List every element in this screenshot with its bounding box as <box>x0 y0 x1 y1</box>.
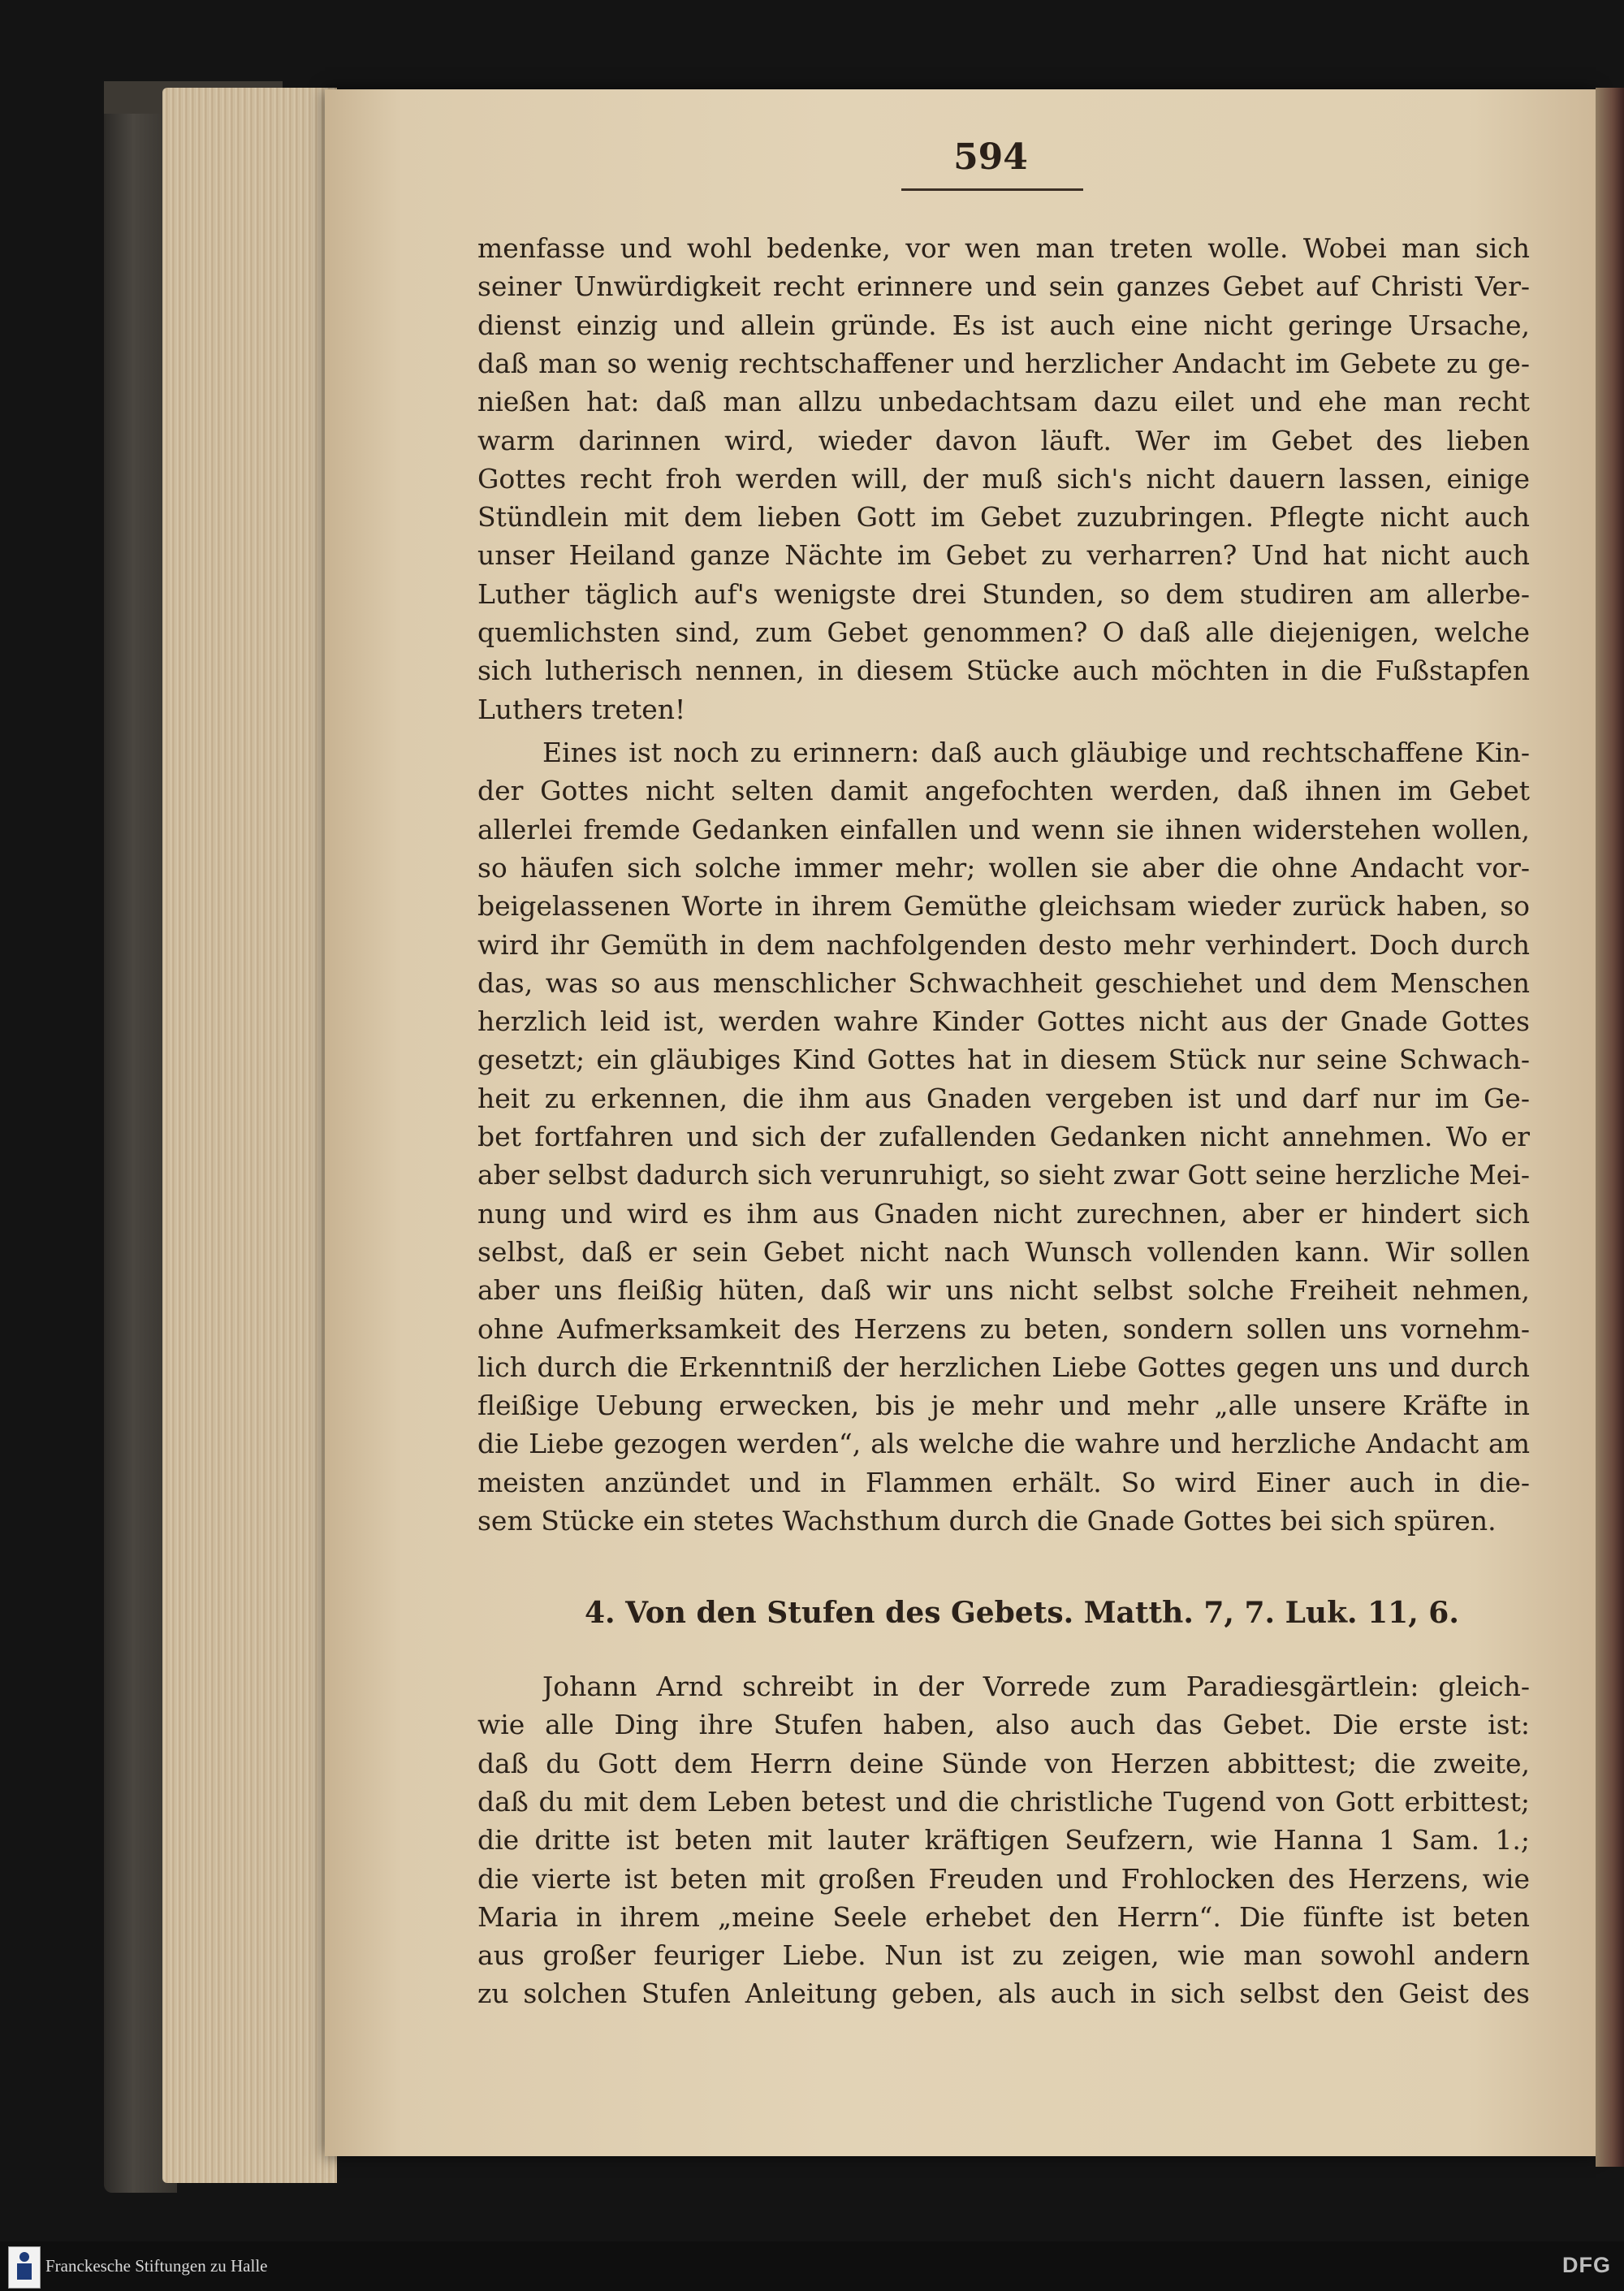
text-line: beigelassenen Worte in ihrem Gemüthe gleichsam wieder zurück haben, so <box>477 890 1530 922</box>
text-line: wie alle Ding ihre Stufen haben, also auch das Gebet. Die erste ist: <box>477 1709 1530 1740</box>
text-line: die dritte ist beten mit lauter kräftigen Seufzern, wie Hanna 1 Sam. 1.; <box>477 1824 1530 1856</box>
text-line: daß man so wenig rechtschaffener und herzlicher Andacht im Gebete zu ge- <box>477 348 1530 379</box>
text-line: Johann Arnd schreibt in der Vorrede zum Paradiesgärtlein: gleich- <box>542 1671 1530 1702</box>
text-line: das, was so aus menschlicher Schwachheit geschiehet und dem Menschen <box>477 967 1530 999</box>
text-line: nießen hat: daß man allzu unbedachtsam dazu eilet und ehe man recht <box>477 386 1530 417</box>
text-line: menfasse und wohl bedenke, vor wen man treten wolle. Wobei man sich <box>477 232 1530 264</box>
text-line: Stündlein mit dem lieben Gott im Gebet zuzubringen. Pflegte nicht auch <box>477 501 1530 533</box>
text-line: heit zu erkennen, die ihm aus Gnaden vergeben ist und darf nur im Ge- <box>477 1083 1530 1114</box>
text-line: ohne Aufmerksamkeit des Herzens zu beten, sondern sollen uns vornehm- <box>477 1313 1530 1345</box>
footer-institution: Franckesche Stiftungen zu Halle <box>45 2256 268 2276</box>
text-line: Eines ist noch zu erinnern: daß auch gläubige und rechtschaffene Kin- <box>542 737 1530 768</box>
section-heading: 4. Von den Stufen des Gebets. Matth. 7, 7. Luk. 11, 6. <box>585 1596 1459 1630</box>
text-line: meisten anzündet und in Flammen erhält. So wird Einer auch in die- <box>477 1467 1530 1498</box>
page-stack-edge <box>162 88 337 2183</box>
text-line: sich lutherisch nennen, in diesem Stücke auch möchten in die Fußstapfen <box>477 655 1530 686</box>
book-right-edge <box>1596 88 1624 2167</box>
text-line: wird ihr Gemüth in dem nachfolgenden desto mehr verhindert. Doch durch <box>477 929 1530 961</box>
text-line: Gottes recht froh werden will, der muß sich's nicht dauern lassen, einige <box>477 463 1530 495</box>
text-line: Luther täglich auf's wenigste drei Stunden, so dem studiren am allerbe- <box>477 578 1530 610</box>
text-line: selbst, daß er sein Gebet nicht nach Wunsch vollenden kann. Wir sollen <box>477 1236 1530 1268</box>
text-line: herzlich leid ist, werden wahre Kinder Gottes nicht aus der Gnade Gottes <box>477 1005 1530 1037</box>
text-line: die Liebe gezogen werden“, als welche die wahre und herzliche Andacht am <box>477 1428 1530 1459</box>
text-line: dienst einzig und allein gründe. Es ist auch eine nicht geringe Ursache, <box>477 309 1530 341</box>
footer-dfg-logo: DFG <box>1562 2253 1611 2277</box>
text-line: der Gottes nicht selten damit angefochten werden, daß ihnen im Gebet <box>477 775 1530 806</box>
text-line: lich durch die Erkenntniß der herzlichen Liebe Gottes gegen uns und durch <box>477 1351 1530 1383</box>
text-line: daß du mit dem Leben betest und die christliche Tugend von Gott erbittest; <box>477 1786 1530 1818</box>
text-line: Maria in ihrem „meine Seele erhebet den Herrn“. Die fünfte ist beten <box>477 1901 1530 1933</box>
text-line: die vierte ist beten mit großen Freuden und Frohlocken des Herzens, wie <box>477 1863 1530 1895</box>
footer-bar <box>0 2241 1624 2291</box>
text-line: fleißige Uebung erwecken, bis je mehr und mehr „alle unsere Kräfte in <box>477 1390 1530 1421</box>
page-number: 594 <box>953 136 1028 178</box>
text-line: Luthers treten! <box>477 694 686 725</box>
page-number-rule <box>901 188 1083 191</box>
text-line: sem Stücke ein stetes Wachsthum durch die Gnade Gottes bei sich spüren. <box>477 1505 1497 1537</box>
text-line: warm darinnen wird, wieder davon läuft. Wer im Gebet des lieben <box>477 425 1530 456</box>
text-line: unser Heiland ganze Nächte im Gebet zu verharren? Und hat nicht auch <box>477 539 1530 571</box>
text-line: aber uns fleißig hüten, daß wir uns nicht selbst solche Freiheit nehmen, <box>477 1274 1530 1306</box>
text-line: daß du Gott dem Herrn deine Sünde von Herzen abbittest; die zweite, <box>477 1748 1530 1779</box>
text-line: bet fortfahren und sich der zufallenden Gedanken nicht annehmen. Wo er <box>477 1121 1530 1152</box>
text-line: so häufen sich solche immer mehr; wollen sie aber die ohne Andacht vor- <box>477 852 1530 884</box>
text-line: aus großer feuriger Liebe. Nun ist zu zeigen, wie man sowohl andern <box>477 1939 1530 1971</box>
text-line: seiner Unwürdigkeit recht erinnere und sein ganzes Gebet auf Christi Ver- <box>477 270 1530 302</box>
text-line: aber selbst dadurch sich verunruhigt, so sieht zwar Gott seine herzliche Mei- <box>477 1159 1530 1191</box>
text-line: gesetzt; ein gläubiges Kind Gottes hat in diesem Stück nur seine Schwach- <box>477 1044 1530 1075</box>
institution-logo-icon <box>8 2246 41 2289</box>
text-line: quemlichsten sind, zum Gebet genommen? O daß alle diejenigen, welche <box>477 616 1530 648</box>
text-line: nung und wird es ihm aus Gnaden nicht zurechnen, aber er hindert sich <box>477 1198 1530 1230</box>
text-line: zu solchen Stufen Anleitung geben, als auch in sich selbst den Geist des <box>477 1978 1530 2009</box>
text-line: allerlei fremde Gedanken einfallen und wenn sie ihnen widerstehen wollen, <box>477 814 1530 845</box>
